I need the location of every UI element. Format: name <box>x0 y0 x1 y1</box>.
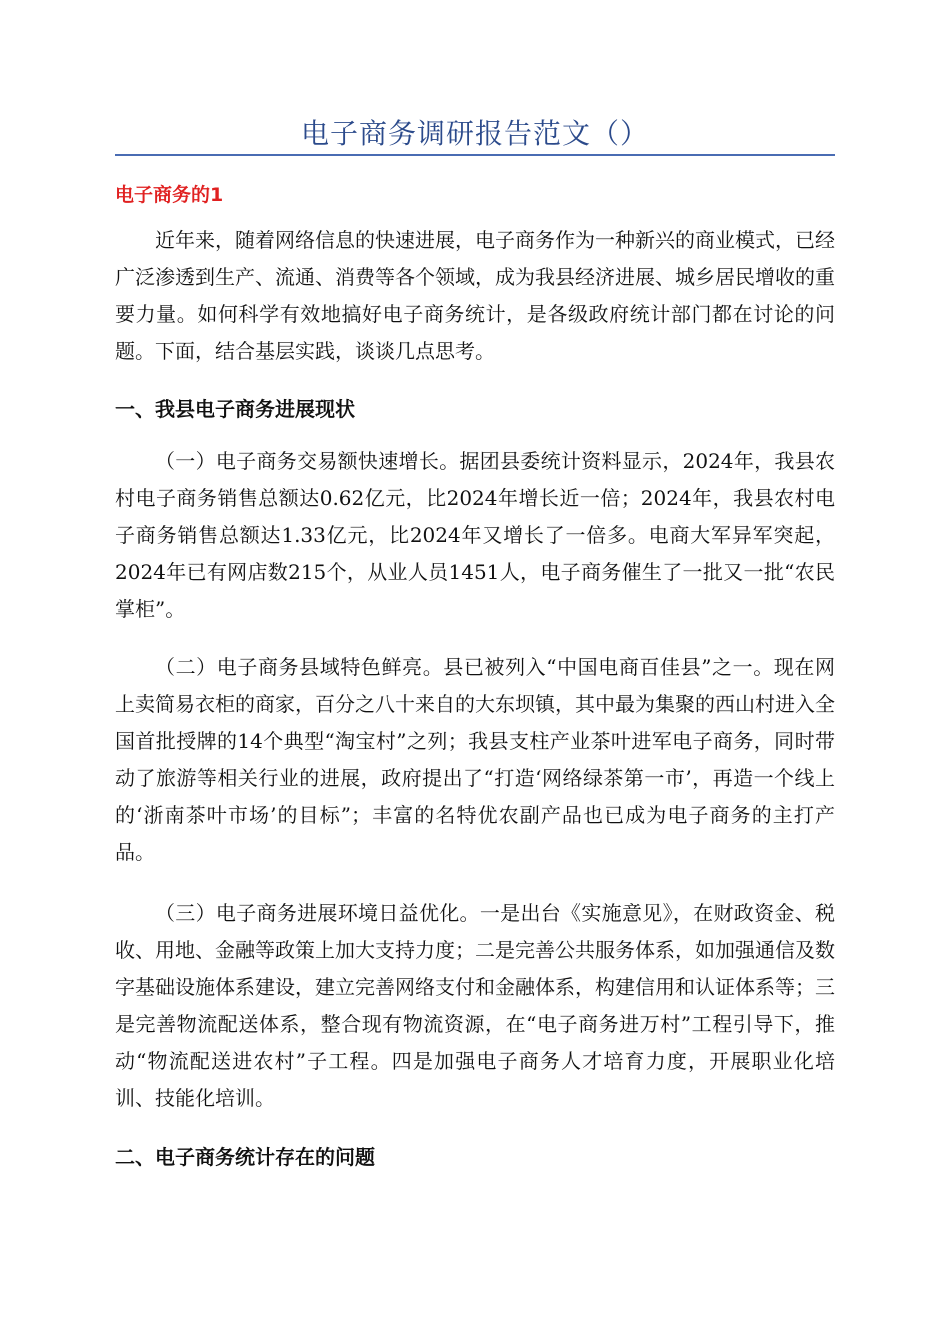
title-underline <box>115 154 835 156</box>
document-title: 电子商务调研报告范文（） <box>300 117 649 150</box>
section-1-paragraph-1: （一）电子商务交易额快速增长。据团县委统计资料显示，2024年，我县农村电子商务销售总额达0.62亿元，比2024年增长近一倍；2024年，我县农村电子商务销售总额达1.33亿元，比2024年又增长了一倍多。电商大军异军突起，2024年已有网店数215个，从业人员1451人，电子商务催生了一批又一批“农民掌柜”。 <box>115 449 835 621</box>
subtitle-heading: 电子商务的1 <box>115 184 224 206</box>
section-2-heading: 二、电子商务统计存在的问题 <box>115 1145 375 1169</box>
section-1-paragraph-3: （三）电子商务进展环境日益优化。一是出台《实施意见》，在财政资金、税收、用地、金融等政策上加大支持力度；二是完善公共服务体系，如加强通信及数字基础设施体系建设，建立完善网络支付和金融体系，构建信用和认证体系等；三是完善物流配送体系，整合现有物流资源，在“电子商务进万村”工程引导下，推动“物流配送进农村”子工程。四是加强电子商务人才培育力度，开展职业化培训、技能化培训。 <box>115 901 835 1110</box>
section-1-heading: 一、我县电子商务进展现状 <box>115 397 355 421</box>
intro-paragraph: 近年来，随着网络信息的快速进展，电子商务作为一种新兴的商业模式，已经广泛渗透到生产、流通、消费等各个领域，成为我县经济进展、城乡居民增收的重要力量。如何科学有效地搞好电子商务统计，是各级政府统计部门都在讨论的问题。下面，结合基层实践，谈谈几点思考。 <box>115 228 835 363</box>
section-1-paragraph-2: （二）电子商务县域特色鲜亮。县已被列入“中国电商百佳县”之一。现在网上卖简易衣柜的商家，百分之八十来自的大东坝镇，其中最为集聚的西山村进入全国首批授牌的14个典型“淘宝村”之列；我县支柱产业茶叶进军电子商务，同时带动了旅游等相关行业的进展，政府提出了“打造‘网络绿茶第一市’，再造一个线上的‘浙南茶叶市场’的目标”；丰富的名特优农副产品也已成为电子商务的主打产品。 <box>115 655 835 864</box>
